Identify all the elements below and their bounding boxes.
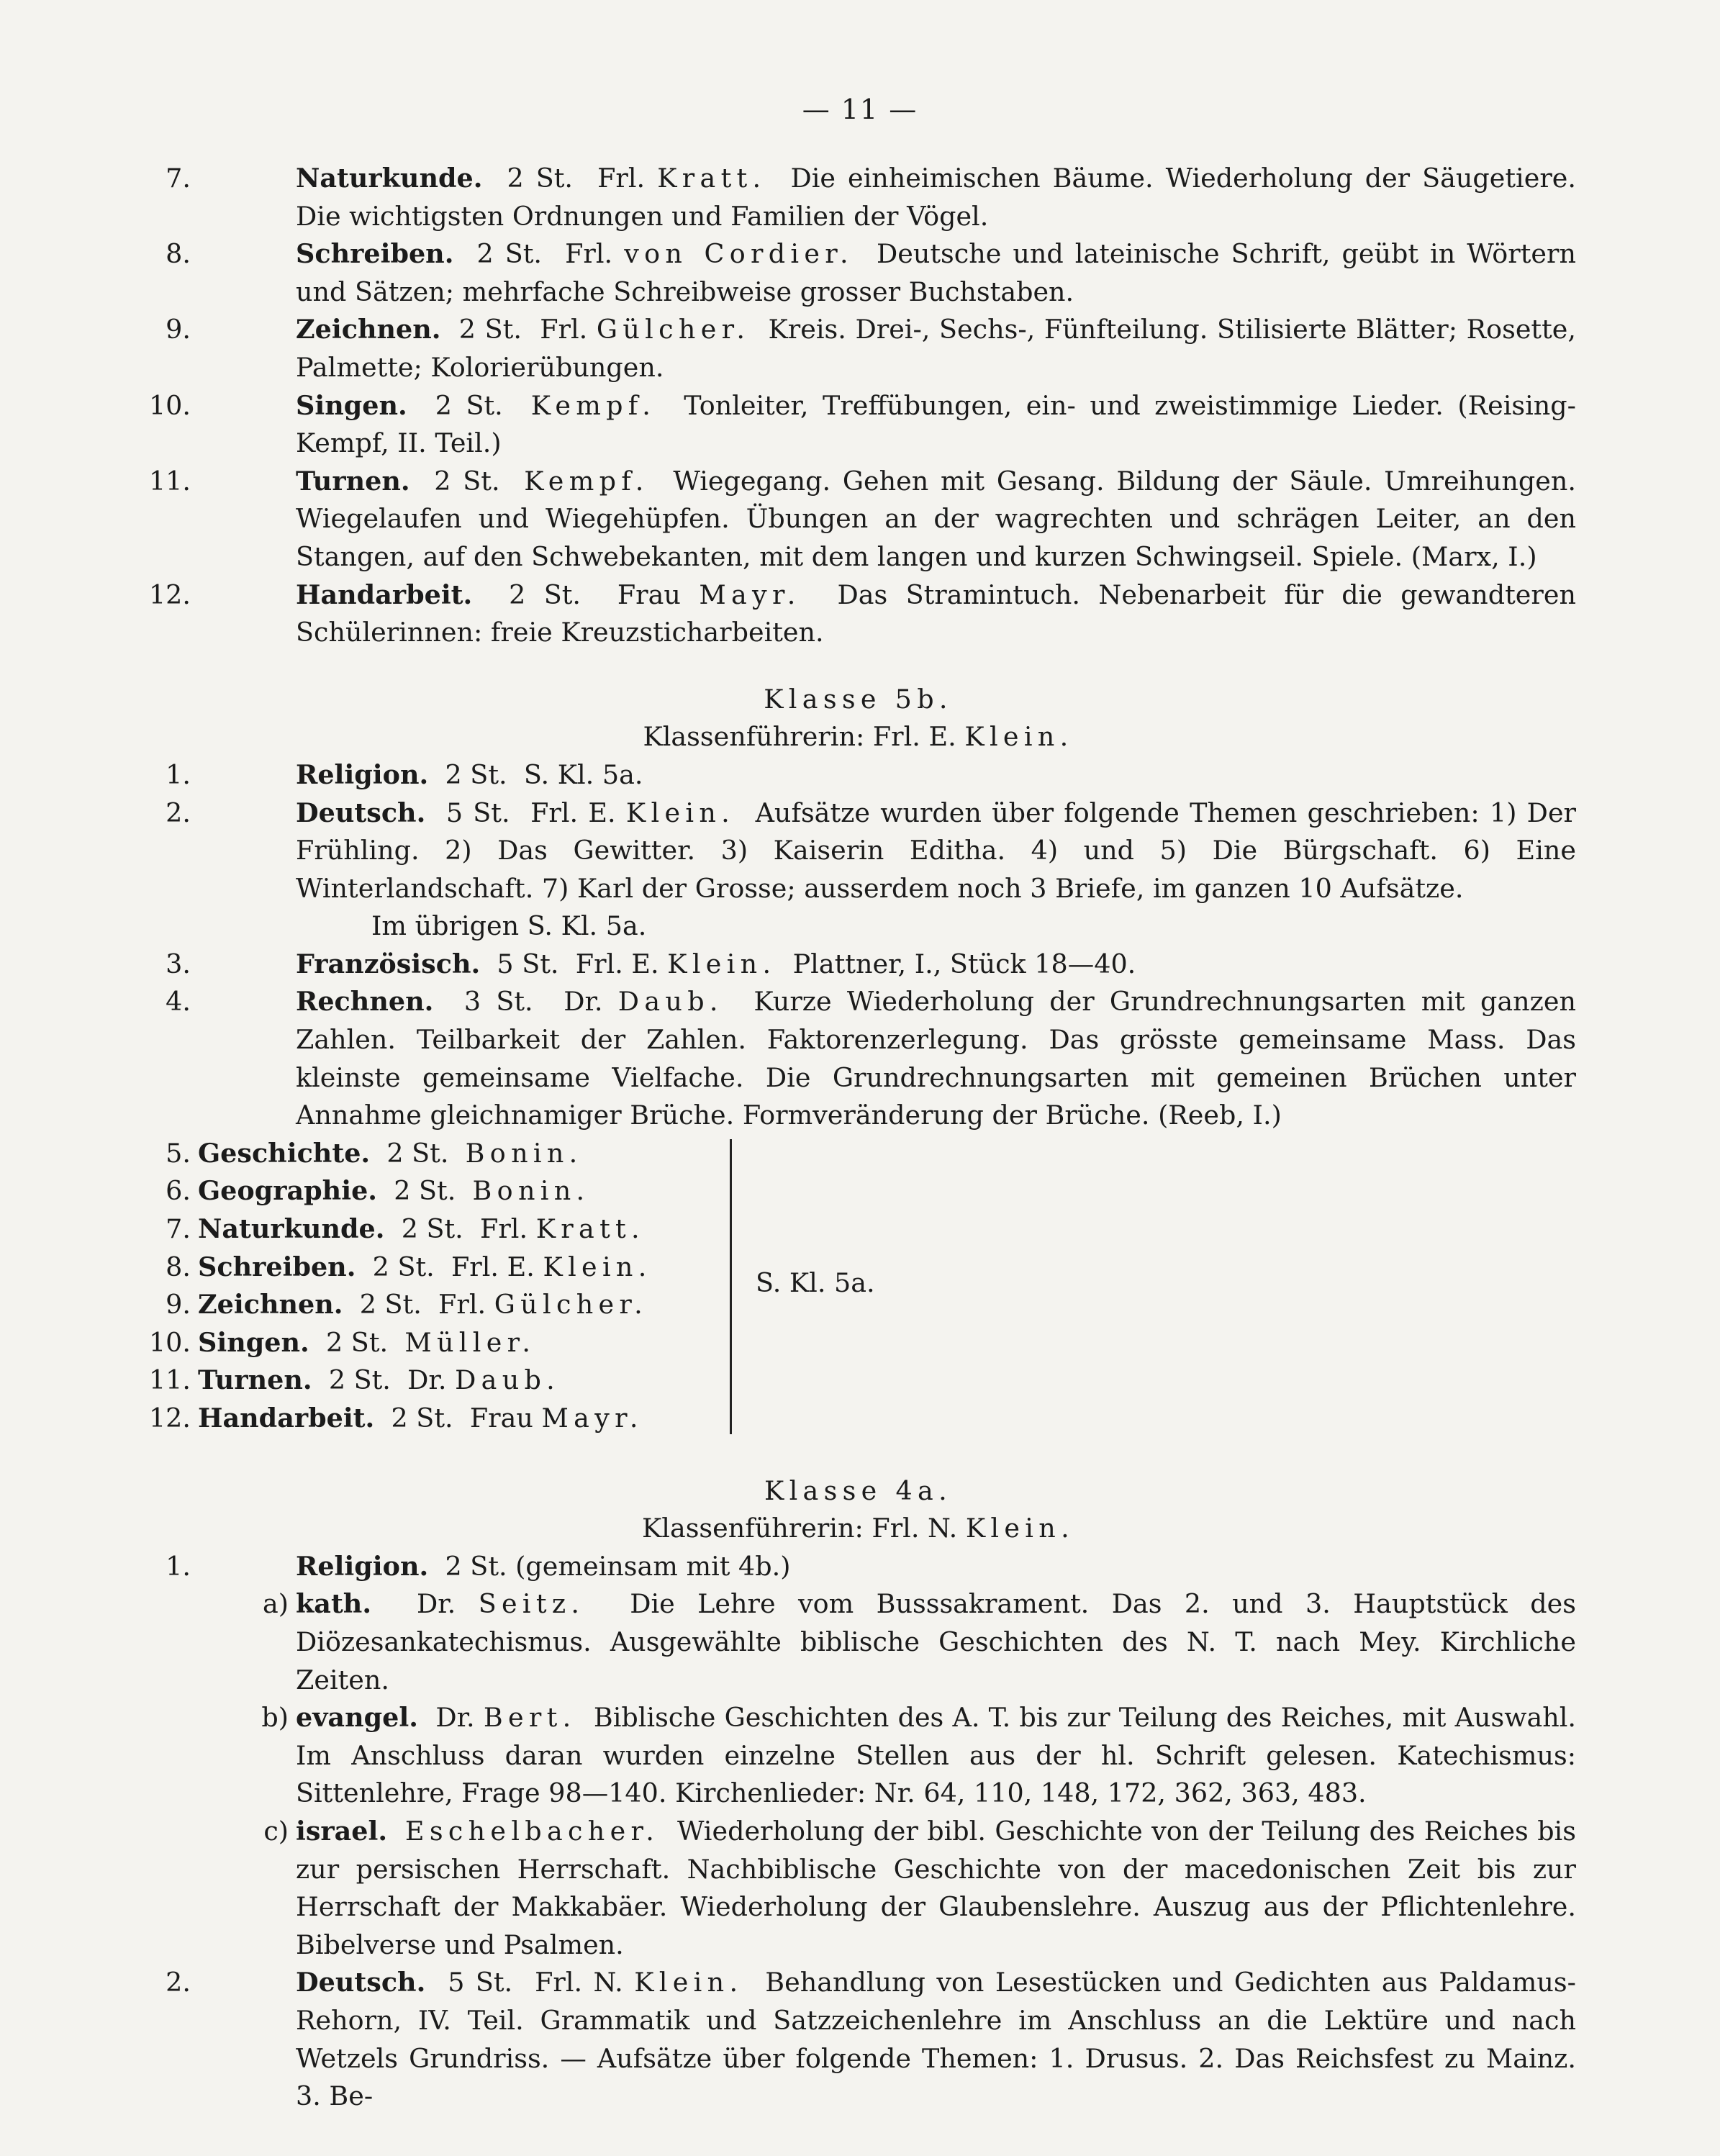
class-heading: Klasse 5b.	[764, 683, 953, 715]
subject: Schreiben.	[198, 1251, 356, 1282]
hours: 2 St.	[325, 1326, 389, 1358]
item-number: 9.	[166, 1289, 191, 1321]
class-leader	[140, 1510, 1576, 1548]
item-text: Behandlung von Lesestücken und Gedichten aus Paldamus-Rehorn, IV. Teil. Grammatik und Satzzeichenlehre im Anschluss an die Lektüre und nach Wetzels Grundriss. — Aufsätze über folgende Themen: 1. Drusus. 2. Das Reichsfest zu Mainz. 3. Be-	[296, 1967, 1576, 2112]
item-number: 7.	[166, 1213, 191, 1245]
item-number: 5.	[166, 1137, 191, 1169]
teacher: Bonin.	[472, 1175, 590, 1207]
sub-item	[140, 1585, 1576, 1699]
list-item	[140, 463, 1576, 576]
hours: 2 St.	[372, 1251, 435, 1282]
teacher: Kratt.	[535, 1213, 645, 1245]
item-text: Die einheimischen Bäume. Wiederholung der Säugetiere. Die wichtigsten Ordnungen und Familien der Vögel.	[296, 163, 1576, 232]
teacher: Kempf.	[524, 465, 649, 497]
hours: 5 St.	[497, 948, 559, 979]
teacher-prefix: Frl.	[438, 1289, 486, 1321]
hours: 2 St.	[435, 389, 503, 421]
hours: 2 St.	[507, 163, 574, 194]
teacher: Eschelbacher.	[404, 1815, 660, 1847]
teacher: von Cordier.	[624, 238, 854, 270]
hours: 2 St.	[394, 1175, 456, 1207]
teacher: Klein.	[667, 948, 777, 979]
hours: 2 St.	[359, 1289, 422, 1321]
group-reference: S. Kl. 5a.	[756, 1267, 875, 1298]
hours: 2 St.	[476, 238, 543, 270]
item-number: 6.	[166, 1175, 191, 1207]
teacher-prefix: Frl.	[597, 163, 646, 194]
teacher-prefix: Dr.	[407, 1364, 447, 1396]
item-number: 1.	[166, 1550, 191, 1582]
item-number: 8.	[166, 238, 191, 270]
list-item	[140, 160, 1576, 235]
list-item	[140, 1210, 1576, 1249]
hours: 2 St.	[458, 314, 522, 345]
item-text: 2 St. (gemeinsam mit 4b.)	[445, 1550, 791, 1582]
teacher: Gülcher.	[596, 314, 751, 345]
hours: 3 St.	[463, 986, 533, 1018]
hours: 2 St.	[386, 1137, 449, 1169]
teacher: Klein.	[634, 1967, 743, 1998]
section-prev-class	[140, 160, 1576, 652]
item-number: 12.	[148, 579, 191, 610]
teacher-prefix: Frau	[617, 579, 681, 610]
teacher: Klein.	[543, 1251, 652, 1282]
teacher: Klein.	[625, 797, 735, 828]
sub-text: Biblische Geschichten des A. T. bis zur Teilung des Reiches, mit Auswahl. Im Anschluss daran wurden einzelne Stellen aus der hl. Schrift gelesen. Katechismus: Sittenlehre, Frage 98—140. Kirchenlieder: Nr. 64, 110, 148, 172, 362, 363, 483.	[296, 1702, 1576, 1809]
leader-name: Klein.	[964, 721, 1074, 753]
page-content	[140, 160, 1576, 2116]
item-text: Das Stramintuch. Nebenarbeit für die gewandteren Schülerinnen: freie Kreuzsticharbeiten.	[296, 579, 1576, 648]
sub-letter: a)	[262, 1588, 289, 1620]
hours: 5 St.	[448, 1967, 513, 1998]
item-number: 11.	[148, 1364, 191, 1396]
subject: Französisch.	[296, 948, 481, 979]
subject: Schreiben.	[296, 238, 454, 270]
item-text: Aufsätze wurden über folgende Themen geschrieben: 1) Der Frühling. 2) Das Gewitter. 3) Kaiserin Editha. 4) und 5) Die Bürgschaft. 6) Eine Winterlandschaft. 7) Karl der Grosse; ausserdem noch 3 Briefe, im ganzen 10 Aufsätze.	[296, 797, 1576, 904]
item-text: S. Kl. 5a.	[523, 758, 643, 790]
leader-prefix: Klassenführerin: Frl. N.	[642, 1513, 958, 1544]
subject: Geographie.	[198, 1175, 377, 1207]
list-item	[140, 1964, 1576, 2115]
item-number: 10.	[148, 1326, 191, 1358]
subject: Turnen.	[296, 465, 410, 497]
list-item	[140, 1362, 1576, 1400]
teacher: Seitz.	[478, 1588, 585, 1620]
list-item	[140, 387, 1576, 463]
page-number: — 11 —	[802, 94, 918, 125]
subject: Turnen.	[198, 1364, 312, 1396]
subject: Handarbeit.	[296, 579, 473, 610]
item-number: 4.	[166, 986, 191, 1018]
subject: Singen.	[296, 389, 407, 421]
subject: Zeichnen.	[198, 1289, 343, 1321]
teacher: Kempf.	[530, 389, 656, 421]
leader-prefix: Klassenführerin: Frl. E.	[643, 721, 956, 753]
teacher: Bert.	[483, 1702, 576, 1734]
item-number: 3.	[166, 948, 191, 979]
subject: Geschichte.	[198, 1137, 371, 1169]
grouped-subjects	[140, 1135, 1576, 1438]
item-number: 2.	[166, 1967, 191, 1998]
class-leader	[140, 718, 1576, 756]
sub-label: kath.	[296, 1588, 372, 1620]
list-item	[140, 794, 1576, 946]
item-text: Plattner, I., Stück 18—40.	[792, 948, 1136, 979]
teacher-prefix: Frl. N.	[535, 1967, 623, 1998]
teacher-prefix: Frl.	[565, 238, 613, 270]
hours: 2 St.	[509, 579, 581, 610]
list-item	[140, 1400, 1576, 1438]
teacher-prefix: Dr.	[435, 1702, 475, 1734]
list-item	[140, 1324, 1576, 1362]
subject: Religion.	[296, 1550, 429, 1582]
teacher: Bonin.	[465, 1137, 583, 1169]
list-item	[140, 1135, 1576, 1173]
subject: Deutsch.	[296, 1967, 426, 1998]
list-item	[140, 576, 1576, 652]
teacher: Kratt.	[657, 163, 766, 194]
teacher-prefix: Frl. E.	[530, 797, 616, 828]
subject: Deutsch.	[296, 797, 426, 828]
item-text: Wiegegang. Gehen mit Gesang. Bildung der Säule. Umreihungen. Wiegelaufen und Wiegehüpfen. Übungen an der wagrechten und schrägen Leiter, an den Stangen, auf den Schwebekanten, mit dem langen und kurzen Schwingseil. Spiele. (Marx, I.)	[296, 465, 1576, 572]
item-number: 11.	[148, 465, 191, 497]
list-item	[140, 983, 1576, 1134]
hours: 2 St.	[445, 758, 507, 790]
hours: 2 St.	[391, 1403, 453, 1433]
subject: Handarbeit.	[198, 1403, 375, 1433]
subject: Naturkunde.	[296, 163, 483, 194]
list-item	[140, 1548, 1576, 1586]
subject: Religion.	[296, 758, 429, 790]
item-text: Kurze Wiederholung der Grundrechnungsarten mit ganzen Zahlen. Teilbarkeit der Zahlen. Faktorenzerlegung. Das grösste gemeinsame Mass. Das kleinste gemeinsame Vielfache. Die Grundrechnungsarten mit gemeinen Brüchen unter Annahme gleichnamiger Brüche. Formveränderung der Brüche. (Reeb, I.)	[296, 986, 1576, 1131]
sub-text: Wiederholung der bibl. Geschichte von der Teilung des Reiches bis zur persischen Herrschaft. Nachbiblische Geschichte von der macedonischen Zeit bis zur Herrschaft der Makkabäer. Wiederholung der Glaubenslehre. Auszug aus der Pflichtenlehre. Bibelverse und Psalmen.	[296, 1815, 1576, 1960]
teacher-prefix: Frl.	[480, 1213, 528, 1245]
item-number: 10.	[148, 389, 191, 421]
list-item	[140, 1172, 1576, 1210]
teacher: Mayr.	[699, 579, 801, 610]
teacher-prefix: Frau	[469, 1403, 533, 1433]
hours: 2 St.	[401, 1213, 463, 1245]
item-text: Tonleiter, Treffübungen, ein- und zweistimmige Lieder. (Reising-Kempf, II. Teil.)	[296, 389, 1576, 459]
item-text: Deutsche und lateinische Schrift, geübt in Wörtern und Sätzen; mehrfache Schreibweise grosser Buchstaben.	[296, 238, 1576, 307]
teacher-prefix: Dr.	[416, 1588, 456, 1620]
item-extra: Im übrigen S. Kl. 5a.	[371, 910, 647, 942]
item-number: 12.	[148, 1403, 191, 1433]
teacher: Müller.	[404, 1326, 536, 1358]
item-text: Kreis. Drei-, Sechs-, Fünfteilung. Stilisierte Blätter; Rosette, Palmette; Kolorierübungen.	[296, 314, 1576, 383]
subject: Zeichnen.	[296, 314, 441, 345]
item-number: 9.	[166, 314, 191, 345]
list-item	[140, 946, 1576, 984]
subject: Naturkunde.	[198, 1213, 385, 1245]
subject: Rechnen.	[296, 986, 434, 1018]
teacher: Gülcher.	[494, 1289, 648, 1321]
hours: 2 St.	[434, 465, 500, 497]
item-number: 8.	[166, 1251, 191, 1282]
item-number: 2.	[166, 797, 191, 828]
list-item	[140, 756, 1576, 794]
hours: 2 St.	[328, 1364, 391, 1396]
leader-name: Klein.	[965, 1513, 1074, 1544]
sub-label: evangel.	[296, 1702, 418, 1734]
teacher: Daub.	[617, 986, 723, 1018]
teacher-prefix: Frl.	[540, 314, 588, 345]
sub-item	[140, 1813, 1576, 1964]
sub-label: israel.	[296, 1815, 388, 1847]
teacher: Mayr.	[541, 1403, 643, 1433]
sub-letter: b)	[261, 1702, 289, 1734]
hours: 5 St.	[445, 797, 510, 828]
sub-item	[140, 1699, 1576, 1813]
teacher-prefix: Frl. E.	[575, 948, 659, 979]
list-item	[140, 235, 1576, 311]
list-item	[140, 311, 1576, 386]
class-heading: Klasse 4a.	[764, 1475, 952, 1506]
teacher: Daub.	[455, 1364, 561, 1396]
sub-letter: c)	[263, 1815, 289, 1847]
teacher-prefix: Frl. E.	[451, 1251, 535, 1282]
item-number: 1.	[166, 758, 191, 790]
subject: Singen.	[198, 1326, 309, 1358]
item-number: 7.	[166, 163, 191, 194]
group-brace	[720, 1139, 732, 1434]
teacher-prefix: Dr.	[563, 986, 603, 1018]
sub-text: Die Lehre vom Busssakrament. Das 2. und 3. Hauptstück des Diözesankatechismus. Ausgewählte biblische Geschichten des N. T. nach Mey. Kirchliche Zeiten.	[296, 1588, 1576, 1695]
